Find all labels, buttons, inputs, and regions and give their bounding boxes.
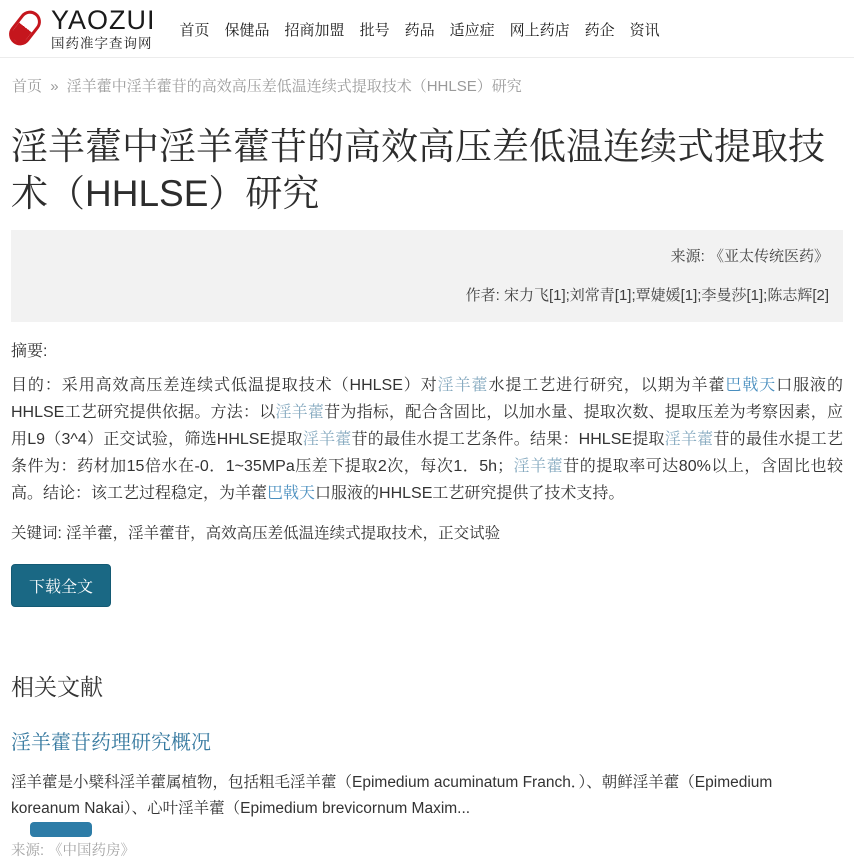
abstract-text-segment: 口服液的HHLSE工艺研究提供依据。方法：以 <box>11 377 843 422</box>
breadcrumb <box>0 58 854 96</box>
abstract-text-segment: 苷为指标，配合含固比，以加水量、提取次数、提取压差为考察因素，应用L9（3^4）正交试验，筛选HHLSE提取 <box>11 404 843 449</box>
brand-subtitle: 国药准字查询网 <box>51 35 153 51</box>
article-source-line <box>25 247 829 267</box>
nav-item-drugs[interactable]: 药品 <box>404 22 435 39</box>
article-authors-line <box>25 286 829 306</box>
keywords-label: 关键词: <box>11 525 62 543</box>
related-item-source <box>11 839 843 860</box>
nav-item-health-products[interactable]: 保健品 <box>224 22 270 39</box>
site-header <box>0 0 854 58</box>
keywords-line <box>11 521 843 543</box>
breadcrumb-home-link[interactable]: 首页 <box>12 78 43 95</box>
related-source-value: 《中国药房》 <box>48 843 136 860</box>
nav-item-online-pharmacy[interactable]: 网上药店 <box>509 22 570 39</box>
inline-term-link[interactable]: 淫羊藿 <box>437 377 489 395</box>
brand-name: YAOZUI <box>51 5 156 36</box>
article <box>0 124 854 607</box>
inline-term-link[interactable]: 淫羊藿 <box>513 458 564 476</box>
abstract-text-segment: 口服液的HHLSE工艺研究提供了技术支持。 <box>315 485 625 503</box>
main-nav <box>180 17 660 40</box>
authors-label: 作者: <box>465 287 500 305</box>
related-item-title-link[interactable]: 淫羊藿苷药理研究概况 <box>11 732 211 755</box>
brand-text <box>51 6 156 51</box>
authors-value: 宋力飞[1];刘常青[1];覃婕媛[1];李曼莎[1];陈志辉[2] <box>503 287 829 305</box>
nav-item-batch-number[interactable]: 批号 <box>359 22 390 39</box>
breadcrumb-current: 淫羊藿中淫羊藿苷的高效高压差低温连续式提取技术（HHLSE）研究 <box>66 78 522 95</box>
nav-item-home[interactable]: 首页 <box>179 22 210 39</box>
abstract-text-segment: 目的：采用高效高压差连续式低温提取技术（HHLSE）对 <box>11 377 438 395</box>
inline-term-link[interactable]: 淫羊藿 <box>302 431 352 449</box>
source-value: 《亚太传统医药》 <box>708 248 829 266</box>
abstract-text-segment: 苷的提取率可达80%以上，含固比也较高。结论：该工艺过程稳定，为羊藿 <box>11 458 843 503</box>
nav-item-news[interactable]: 资讯 <box>629 22 660 39</box>
nav-item-pharma-companies[interactable]: 药企 <box>584 22 615 39</box>
abstract-label: 摘要: <box>11 343 48 361</box>
site-logo[interactable] <box>12 6 156 51</box>
inline-term-link[interactable]: 巴戟天 <box>725 377 777 395</box>
inline-term-link[interactable]: 淫羊藿 <box>275 404 325 422</box>
download-fulltext-button[interactable]: 下载全文 <box>11 564 111 607</box>
abstract-text-segment: 水提工艺进行研究，以期为羊藿 <box>488 377 726 395</box>
abstract-text <box>11 372 843 507</box>
source-label: 来源: <box>670 248 705 266</box>
clipped-next-element[interactable] <box>30 822 92 837</box>
related-heading: 相关文献 <box>11 674 103 701</box>
breadcrumb-separator: » <box>50 78 59 95</box>
related-source-label: 来源: <box>11 843 45 860</box>
nav-item-indications[interactable]: 适应症 <box>449 22 495 39</box>
related-item-description: 淫羊藿是小檗科淫羊藿属植物，包括粗毛淫羊藿（Epimedium acuminatum Franch．）、朝鲜淫羊藿（Epimedium koreanum Nakai）、心叶淫羊藿（Epimedium brevicornum Maxim... <box>11 774 773 818</box>
article-meta-box <box>11 230 843 322</box>
abstract-text-segment: 苷的最佳水提工艺条件为：药材加15倍水在-0．1~35MPa压差下提取2次，每次1．5h； <box>11 431 843 476</box>
capsule-icon <box>5 7 46 50</box>
nav-item-franchise[interactable]: 招商加盟 <box>284 22 345 39</box>
article-title: 淫羊藿中淫羊藿苷的高效高压差低温连续式提取技术（HHLSE）研究 <box>11 126 825 214</box>
related-section <box>0 669 854 860</box>
related-item <box>11 702 843 860</box>
keywords-value: 淫羊藿，淫羊藿苷，高效高压差低温连续式提取技术，正交试验 <box>66 525 501 543</box>
abstract-text-segment: 苷的最佳水提工艺条件。结果：HHLSE提取 <box>351 431 665 449</box>
inline-term-link[interactable]: 巴戟天 <box>267 485 316 503</box>
inline-term-link[interactable]: 淫羊藿 <box>664 431 714 449</box>
